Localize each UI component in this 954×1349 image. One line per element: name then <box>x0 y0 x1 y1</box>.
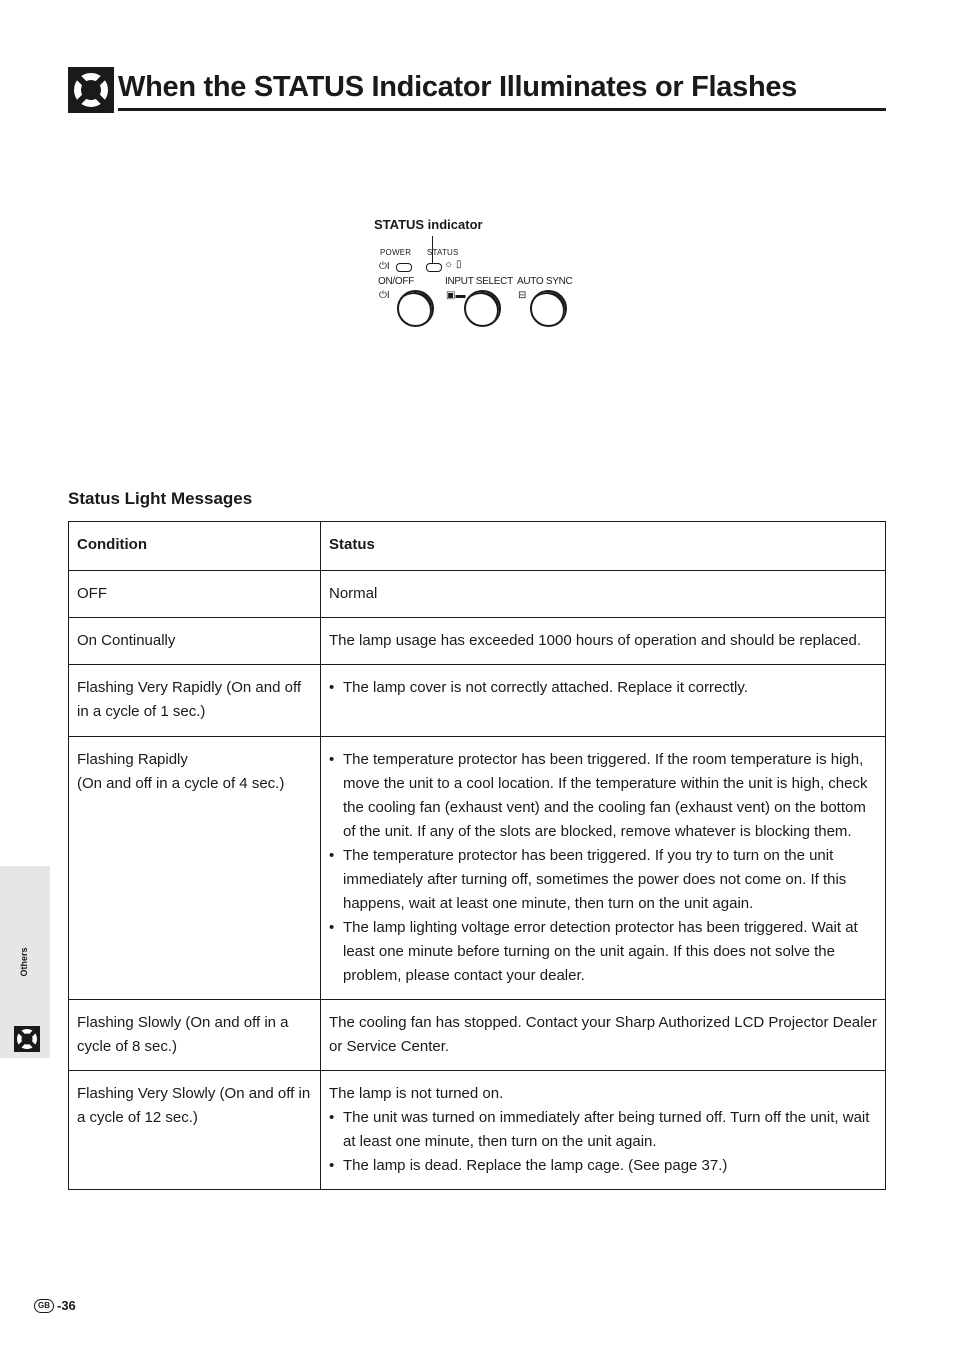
lifebuoy-icon <box>68 67 114 113</box>
status-bullet: • The lamp lighting voltage error detection protector has been triggered. Wait at least one minute before turning on the unit again. If this does not solve the problem, please contact your dealer. <box>329 916 877 988</box>
status-cell <box>321 1071 886 1190</box>
condition-cell: OFF <box>69 571 321 618</box>
status-text: The lamp is not turned on. <box>329 1085 504 1102</box>
condition-line: (On and off in a cycle of 4 sec.) <box>77 775 285 792</box>
condition-cell: Flashing Very Rapidly (On and off in a cycle of 1 sec.) <box>69 665 321 737</box>
onoff-symbol-icon: ⏻I <box>379 290 390 301</box>
table-row <box>69 737 886 1000</box>
input-select-button[interactable] <box>464 290 501 327</box>
thermometer-icon: ▯ <box>456 259 462 270</box>
status-table <box>68 521 886 1190</box>
status-bullet: • The temperature protector has been triggered. If the room temperature is high, move the unit to a cool location. If the temperature within the unit is high, check the cooling fan (exhaust vent) and the cooling fan (exhaust vent) on the bottom of the unit. If any of the slots are blocked, remove whatever is blocking them. <box>329 748 877 844</box>
status-bullet: • The unit was turned on immediately after being turned off. Turn off the unit, wait at least one minute, then turn on the unit again. <box>329 1106 877 1154</box>
table-row <box>69 1000 886 1071</box>
input-select-icon: ▣▬ <box>446 290 466 301</box>
onoff-label: ON/OFF <box>378 276 414 287</box>
lifebuoy-icon <box>14 1026 40 1052</box>
column-header-condition: Condition <box>69 522 321 571</box>
status-label: STATUS <box>427 248 459 257</box>
condition-cell: Flashing Very Slowly (On and off in a cycle of 12 sec.) <box>69 1071 321 1190</box>
onoff-button[interactable] <box>397 290 434 327</box>
page-footer <box>34 1298 76 1313</box>
lamp-icon: ☼ <box>444 259 454 270</box>
status-cell: Normal <box>321 571 886 618</box>
table-row <box>69 571 886 618</box>
condition-line: Flashing Rapidly <box>77 751 188 768</box>
status-bullet: • The lamp cover is not correctly attached. Replace it correctly. <box>329 676 877 700</box>
status-cell <box>321 665 886 737</box>
status-bullet: • The lamp is dead. Replace the lamp cage. (See page 37.) <box>329 1154 877 1178</box>
condition-cell: Flashing Slowly (On and off in a cycle of 8 sec.) <box>69 1000 321 1071</box>
page-number: -36 <box>57 1298 76 1313</box>
table-header-row <box>69 522 886 571</box>
condition-cell <box>69 737 321 1000</box>
status-cell: The cooling fan has stopped. Contact your Sharp Authorized LCD Projector Dealer or Service Center. <box>321 1000 886 1071</box>
status-indicator-caption: STATUS indicator <box>374 217 483 232</box>
status-led <box>426 263 442 272</box>
auto-sync-button[interactable] <box>530 290 567 327</box>
status-cell <box>321 737 886 1000</box>
table-row <box>69 1071 886 1190</box>
region-badge: GB <box>34 1299 54 1313</box>
power-led <box>396 263 412 272</box>
power-label: POWER <box>380 248 412 257</box>
status-bullet: • The temperature protector has been triggered. If you try to turn on the unit immediately after turning off, sometimes the power does not come on. If this happens, wait at least one minute, then turn on the unit again. <box>329 844 877 916</box>
section-heading: Status Light Messages <box>68 489 253 508</box>
condition-cell: On Continually <box>69 618 321 665</box>
input-select-label: INPUT SELECT <box>445 276 513 287</box>
column-header-status: Status <box>321 522 886 571</box>
power-symbol-icon: ⏻I <box>379 261 390 272</box>
table-row <box>69 665 886 737</box>
page-title: When the STATUS Indicator Illuminates or Flashes <box>118 70 886 111</box>
table-row <box>69 618 886 665</box>
status-cell: The lamp usage has exceeded 1000 hours of operation and should be replaced. <box>321 618 886 665</box>
auto-sync-label: AUTO SYNC <box>517 276 573 287</box>
side-tab-label: Others <box>19 947 29 977</box>
auto-sync-icon: ⊟ <box>518 290 527 301</box>
